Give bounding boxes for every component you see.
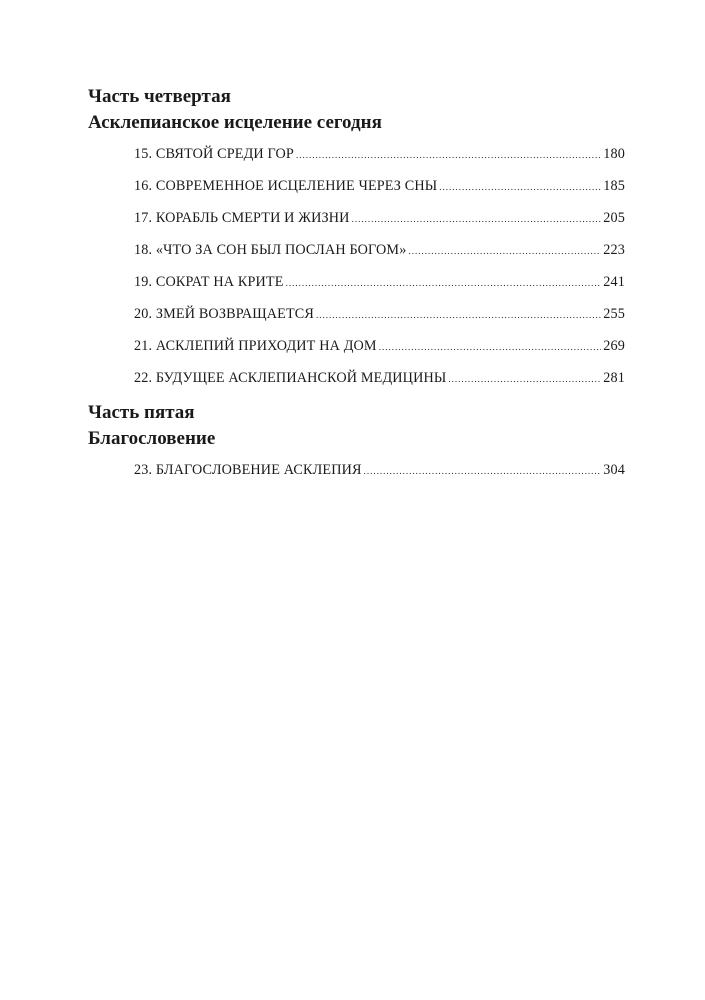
part-four	[88, 84, 628, 386]
toc-list	[134, 146, 625, 402]
chapter-title: 21. АСКЛЕПИЙ ПРИХОДИТ НА ДОМ	[134, 338, 377, 354]
dot-leader	[364, 466, 602, 476]
toc-entry[interactable]	[134, 210, 625, 242]
dot-leader	[379, 342, 602, 352]
page-number: 180	[603, 146, 625, 162]
page-number: 223	[603, 242, 625, 258]
chapter-title: 20. ЗМЕЙ ВОЗВРАЩАЕТСЯ	[134, 306, 315, 322]
chapter-title: 17. КОРАБЛЬ СМЕРТИ И ЖИЗНИ	[134, 210, 350, 226]
chapter-title: 16. СОВРЕМЕННОЕ ИСЦЕЛЕНИЕ ЧЕРЕЗ СНЫ	[134, 178, 438, 194]
chapter-title: 19. СОКРАТ НА КРИТЕ	[134, 274, 284, 290]
part-title: Асклепианское исцеление сегодня	[88, 112, 382, 133]
toc-entry[interactable]	[134, 338, 625, 370]
part-label: Часть четвертая	[88, 86, 231, 107]
page-number: 185	[603, 178, 625, 194]
part-label: Часть пятая	[88, 402, 195, 423]
toc-entry[interactable]	[134, 462, 625, 494]
page-number: 304	[603, 462, 625, 478]
chapter-title: 22. БУДУЩЕЕ АСКЛЕПИАНСКОЙ МЕДИЦИНЫ	[134, 370, 447, 386]
dot-leader	[316, 310, 601, 320]
page-number: 205	[603, 210, 625, 226]
chapter-title: 15. СВЯТОЙ СРЕДИ ГОР	[134, 146, 294, 162]
part-title: Благословение	[88, 428, 216, 449]
page-number: 241	[603, 274, 625, 290]
toc-entry[interactable]	[134, 178, 625, 210]
toc-list	[134, 462, 625, 494]
chapter-title: 23. БЛАГОСЛОВЕНИЕ АСКЛЕПИЯ	[134, 462, 362, 478]
dot-leader	[352, 214, 602, 224]
dot-leader	[448, 374, 601, 384]
chapter-title: 18. «ЧТО ЗА СОН БЫЛ ПОСЛАН БОГОМ»	[134, 242, 407, 258]
toc-entry[interactable]	[134, 242, 625, 274]
toc-entry[interactable]	[134, 146, 625, 178]
dot-leader	[296, 150, 601, 160]
toc-entry[interactable]	[134, 306, 625, 338]
page-number: 255	[603, 306, 625, 322]
dot-leader	[408, 246, 601, 256]
toc-entry[interactable]	[134, 274, 625, 306]
page-number: 269	[603, 338, 625, 354]
page-number: 281	[603, 370, 625, 386]
toc-entry[interactable]	[134, 370, 625, 402]
dot-leader	[286, 278, 602, 288]
dot-leader	[439, 182, 601, 192]
part-five	[88, 400, 628, 478]
